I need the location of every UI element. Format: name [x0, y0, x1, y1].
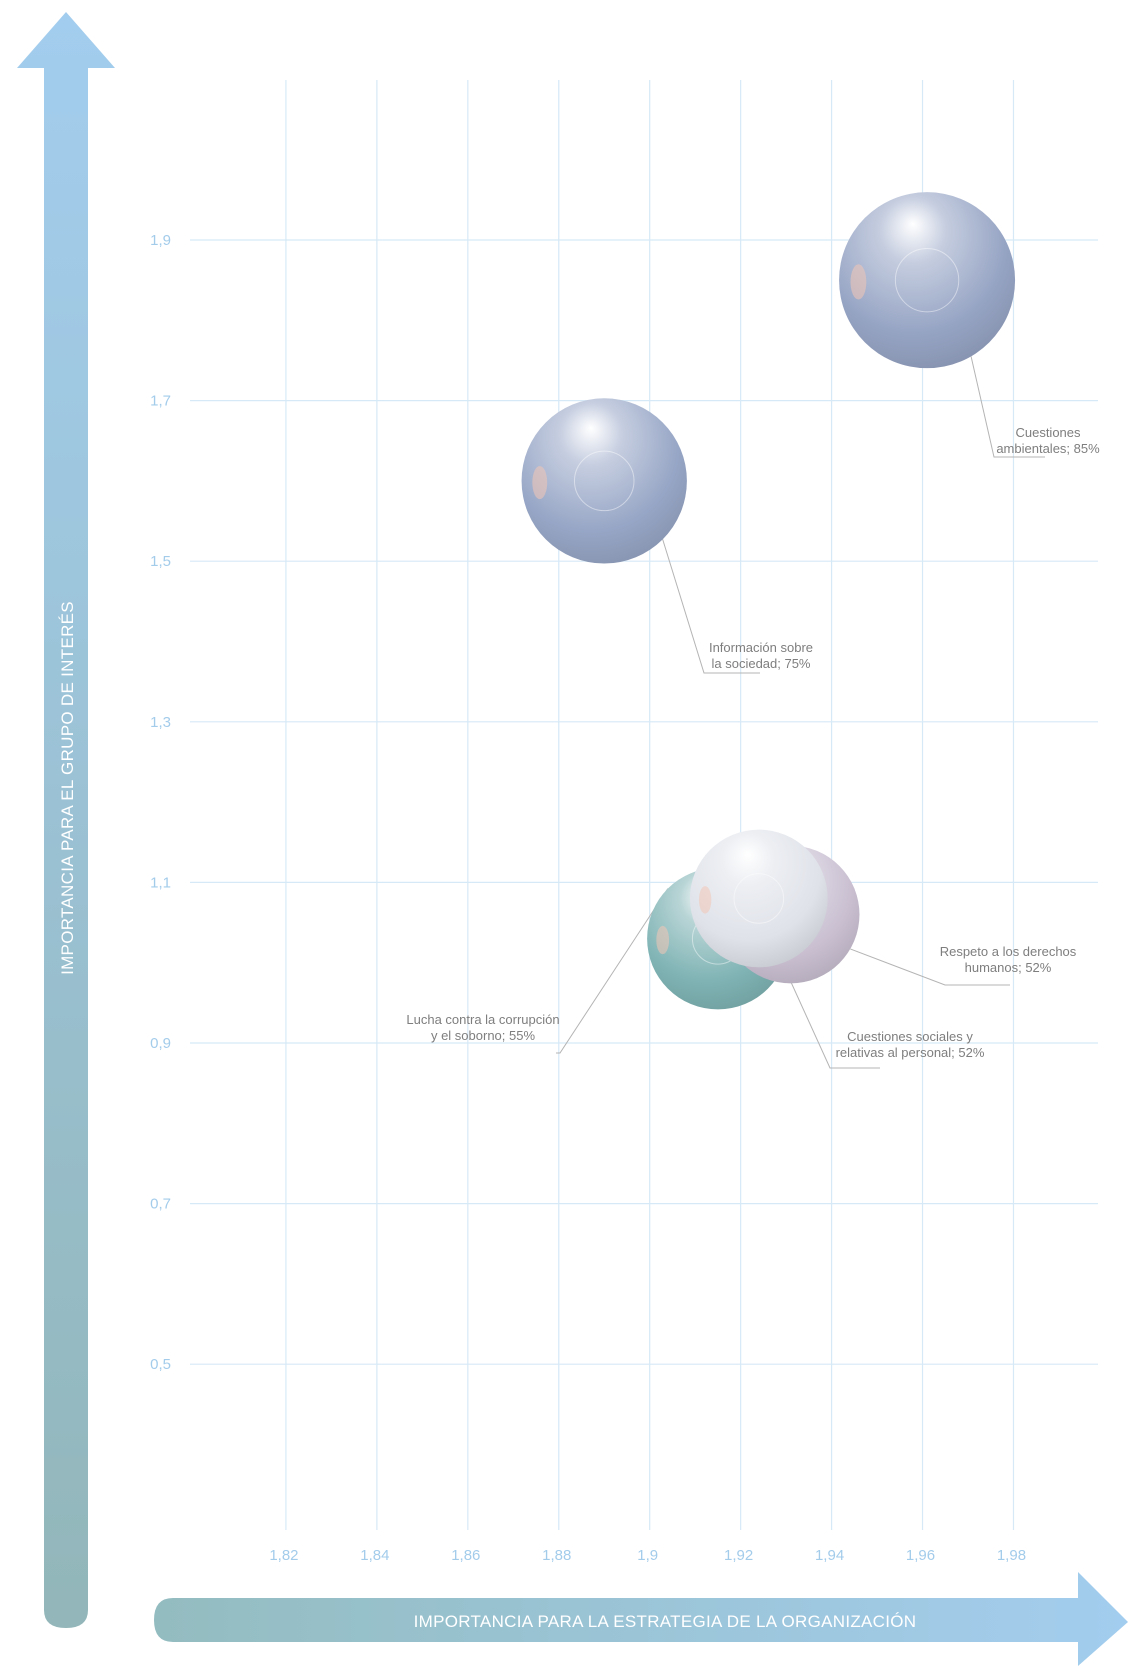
- x-tick-label: 1,88: [542, 1547, 572, 1564]
- x-tick-label: 1,82: [269, 1547, 299, 1564]
- y-tick-label: 1,7: [150, 392, 171, 410]
- x-tick-label: 1,92: [724, 1547, 754, 1564]
- bubble-highlight: [699, 886, 711, 914]
- x-axis-title: IMPORTANCIA PARA LA ESTRATEGIA DE LA ORGANIZACIÓN: [413, 1612, 917, 1631]
- bubble-highlight: [532, 466, 547, 499]
- y-axis-arrow: [17, 12, 115, 1628]
- x-tick-label: 1,98: [996, 1547, 1027, 1564]
- y-tick-label: 1,9: [150, 232, 171, 249]
- leader-line: [556, 889, 668, 1053]
- x-tick-label: 1,94: [814, 1547, 845, 1564]
- x-tick-label: 1,86: [451, 1547, 481, 1564]
- y-tick-label: 0,9: [150, 1035, 171, 1052]
- y-tick-label: 1,5: [150, 553, 171, 571]
- bubble-label-ambientales: Cuestiones ambientales; 85%: [996, 425, 1100, 456]
- x-tick-label: 1,96: [905, 1547, 936, 1564]
- y-axis-title: IMPORTANCIA PARA EL GRUPO DE INTERÉS: [58, 601, 77, 975]
- y-tick-label: 1,3: [150, 713, 171, 731]
- bubble-highlight: [851, 264, 867, 299]
- x-tick-label: 1,84: [360, 1547, 390, 1564]
- y-tick-label: 1,1: [150, 874, 171, 892]
- bubble-highlight: [656, 926, 669, 954]
- y-tick-label: 0,5: [150, 1356, 171, 1374]
- bubble-label-derechos: Respeto a los derechos humanos; 52%: [939, 944, 1077, 975]
- bubble-label-sociedad: Información sobre la sociedad; 75%: [708, 640, 814, 671]
- y-tick-label: 0,7: [150, 1195, 171, 1213]
- bubble-label-lucha: Lucha contra la corrupción y el soborno; 55%: [406, 1012, 560, 1043]
- bubble-label-sociales: Cuestiones sociales y relativas al personal; 52%: [835, 1029, 985, 1060]
- x-axis-arrow: [154, 1572, 1128, 1666]
- x-tick-label: 1,9: [637, 1547, 659, 1564]
